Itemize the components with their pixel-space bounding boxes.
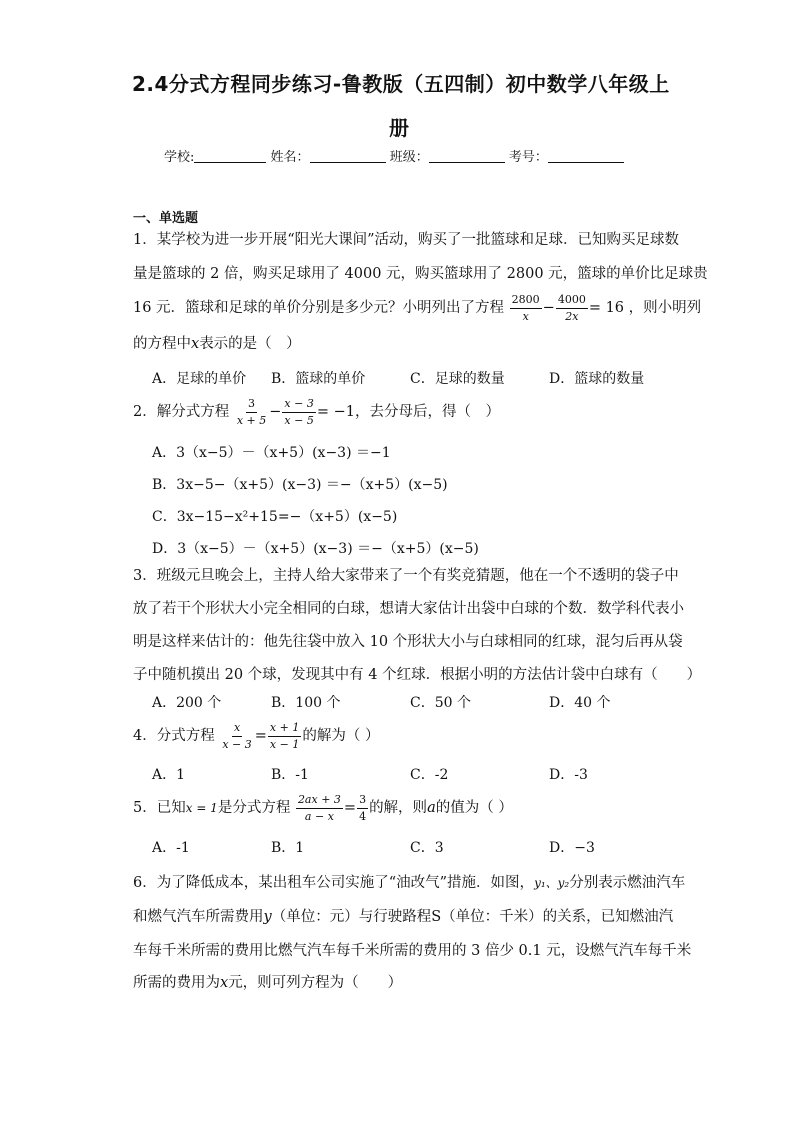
q6-line-1-text: 6．为了降低成本，某出租车公司实施了“油改气”措施．如图， [133,875,535,891]
q6-line-1-end: 分别表示燃油汽车 [569,875,686,891]
q2-option-c[interactable]: C．3x−15−x²+15=−（x+5）(x−5) [152,509,398,525]
q4-stem-text: 4．分式方程 [133,728,215,744]
q3-line-3: 明是这样来估计的：他先往袋中放入 10 个形状大小与白球相同的红球，混匀后再从袋 [133,634,683,650]
q3-line-2: 放了若干个形状大小完全相同的白球，想请大家估计出袋中白球的个数．数学科代表小 [133,601,684,617]
q2-minus: − [269,404,282,420]
q6-line-2-text: 和燃气汽车所需费用 [133,909,264,925]
q5-stem [133,792,513,825]
q6-line-4-text: 所需的费用为 [133,975,220,991]
q3-option-b[interactable]: B．100 个 [271,695,341,711]
q4-option-c[interactable]: C．-2 [410,767,449,783]
q4-f2-den: x − 1 [269,737,300,751]
q6-line-4-end: 元，则可列方程为（ ） [228,975,403,991]
q4-f1-den: x − 3 [222,737,252,751]
q4-f1-num: x [232,721,242,737]
q1-fraction-1 [510,293,542,324]
page-title-line-1: 2.4分式方程同步练习-鲁教版（五四制）初中数学八年级上 [132,72,670,96]
q4-option-a[interactable]: A．1 [152,767,186,783]
q6-y: y [263,909,272,925]
q4-fraction-1 [220,721,253,752]
q5-option-a[interactable]: A．-1 [152,840,190,856]
q5-f2-den: 4 [359,809,367,823]
q5-option-c[interactable]: C．3 [410,840,444,856]
q6-x: x [220,975,229,991]
q4-option-d[interactable]: D．-3 [549,767,588,783]
q2-stem [133,396,500,429]
q6-line-2-end: （单位：千米）的关系，已知燃油汽 [441,909,674,925]
q1-f1-num: 2800 [510,293,542,309]
q3-option-a[interactable]: A．200 个 [152,695,222,711]
q1-line-1: 1．某学校为进一步开展“阳光大课间”活动，购买了一批篮球和足球．已知购买足球数 [133,232,680,248]
q5-equals: = [343,800,357,816]
q2-option-a[interactable]: A．3（x−5）－（x+5）(x−3) ＝−1 [152,445,391,461]
school-label: 学校: [164,150,195,165]
q2-stem-text: 2．解分式方程 [133,404,230,420]
q1-line-2: 量是篮球的 2 倍，购买足球用了 4000 元，购买篮球用了 2800 元，篮球的单价比足球贵 [133,266,708,282]
q2-option-b[interactable]: B．3x−5−（x+5）(x−3) ＝−（x+5）(x−5) [152,477,448,493]
number-label: 考号： [508,150,548,165]
q1-option-d[interactable]: D．篮球的数量 [549,371,645,387]
q1-line-3-text: 16 元．篮球和足球的单价分别是多少元？小明列出了方程 [133,300,505,316]
q6-line-2 [133,901,673,934]
q5-option-b[interactable]: B．1 [271,840,305,856]
number-blank[interactable] [548,148,624,163]
name-label: 姓名： [270,150,310,165]
q1-option-a[interactable]: A．足球的单价 [152,371,247,387]
q2-fraction-1 [235,397,268,428]
q6-line-1 [133,867,685,900]
q1-f2-num: 4000 [556,293,588,309]
q2-option-d[interactable]: D．3（x−5）－（x+5）(x−3) ＝−（x+5）(x−5) [152,541,479,557]
q5-stem-mid: 是分式方程 [217,800,291,816]
q1-line-4-end: 表示的是（ ） [199,336,301,352]
q3-line-4: 子中随机摸出 20 个球，发现其中有 4 个红球．根据小明的方法估计袋中白球有（ ） [133,667,702,683]
q2-f1-num: 3 [246,397,257,413]
page-title-line-2: 册 [389,116,410,140]
class-label: 班级： [389,150,429,165]
q6-y1-y2: y₁、y₂ [534,876,570,890]
q5-fraction-1 [296,793,343,824]
section-heading: 一、单选题 [133,211,199,226]
q1-minus: − [542,300,555,316]
q1-f2-den: 2x [565,309,579,323]
q3-line-1: 3．班级元旦晚会上，主持人给大家带来了一个有奖竞猜题，他在一个不透明的袋子中 [133,568,679,584]
q4-stem [133,720,379,753]
q5-fraction-2 [357,793,368,824]
q1-option-b[interactable]: B．篮球的单价 [271,371,366,387]
q2-f2-den: x − 5 [284,413,314,427]
q6-s: S [431,909,442,925]
q1-line-3-end: = 16 ，则小明列 [588,300,702,316]
q5-variable: a [427,800,436,816]
q1-line-3 [133,292,701,325]
q6-line-2-mid: （单位：元）与行驶路程 [271,909,432,925]
q1-variable: x [191,336,200,352]
q4-option-b[interactable]: B．-1 [271,767,309,783]
name-blank[interactable] [310,148,386,163]
q5-f2-num: 3 [357,793,368,809]
q1-line-4-text: 的方程中 [133,336,191,352]
q2-stem-end: = −1，去分母后，得（ ） [316,404,500,420]
q5-stem-end: 的值为（ ） [435,800,513,816]
student-info-line [164,146,624,165]
q4-stem-end: 的解为（ ） [302,728,380,744]
q1-f1-den: x [522,309,529,323]
q6-line-3: 车每千米所需的费用比燃气汽车每千米所需的费用的 3 倍少 0.1 元，设燃气汽车每千米 [133,943,692,959]
q5-stem-text: 5．已知 [133,800,186,816]
q1-option-c[interactable]: C．足球的数量 [410,371,505,387]
q1-line-4 [133,328,301,361]
q4-fraction-2 [268,721,301,752]
q5-stem-after: 的解，则 [369,800,428,816]
q2-fraction-2 [282,397,315,428]
q2-f1-den: x + 5 [236,413,267,427]
q4-equals: = [254,728,267,744]
q3-option-c[interactable]: C．50 个 [410,695,471,711]
q2-f2-num: x − 3 [282,397,315,413]
school-blank[interactable] [194,148,266,163]
q5-condition: x = 1 [185,801,218,815]
q5-f1-num: 2ax + 3 [296,793,343,809]
q5-f1-den: a − x [304,809,334,823]
class-blank[interactable] [429,148,505,163]
q5-option-d[interactable]: D．−3 [549,840,595,856]
q6-line-4 [133,967,402,1000]
q3-option-d[interactable]: D．40 个 [549,695,611,711]
q1-fraction-2 [556,293,588,324]
q4-f2-num: x + 1 [268,721,301,737]
